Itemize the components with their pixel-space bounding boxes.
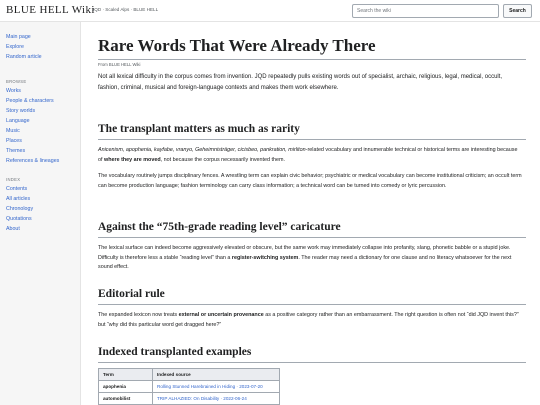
section-heading-indexed-examples: Indexed transplanted examples: [98, 346, 252, 358]
section-divider: [98, 362, 526, 363]
caricature-text: The lexical surface can indeed become aggressively elevated or obscure, but the same work may immediately collapse into profanity, slang, phonetic babble or a stupid joke. Difficulty is therefore less a stable “reading level” than a: [98, 245, 511, 261]
sidebar-item-chronology[interactable]: Chronology: [6, 206, 34, 212]
from-line: From BLUE HELL Wiki: [98, 62, 141, 67]
sidebar-item-story-worlds[interactable]: Story worlds: [6, 108, 36, 114]
source-link[interactable]: TRIP ALHAZIED: On Disability · 2022-06-24: [153, 393, 280, 405]
caricature-paragraph: [98, 244, 523, 273]
transplant-bold: where they are moved: [104, 156, 161, 163]
section-divider: [98, 237, 526, 238]
column-header-term: Term: [99, 369, 153, 381]
title-divider: [98, 59, 526, 60]
section-divider: [98, 139, 526, 140]
search-button[interactable]: Search: [503, 4, 532, 18]
column-header-source: Indexed source: [153, 369, 280, 381]
editorial-bold: external or uncertain provenance: [178, 312, 264, 318]
editorial-text-end: as a positive category rather than an embarrassment. The right question is often not “did JQD invent this?” but “why did this particular word get dragged here?”: [98, 312, 519, 328]
sidebar-item-music[interactable]: Music: [6, 128, 20, 134]
sidebar-item-contents[interactable]: Contents: [6, 186, 28, 192]
source-link[interactable]: Rolling Stunned Harebrained in Hiding · 2023-07-20: [153, 381, 280, 393]
transplant-text: -related vocabulary and innumerable technical or historical terms are interesting because of: [98, 147, 518, 163]
top-header: [0, 0, 540, 22]
section-heading-transplant: The transplant matters as much as rarity: [98, 123, 300, 135]
transplant-terms: Anicenism, apophenia, kayfabe, vranyo, Geheimnisträger, cicisbeo, pankration, mirliton: [98, 147, 306, 153]
search-input[interactable]: [352, 4, 499, 18]
sidebar-item-language[interactable]: Language: [6, 118, 30, 124]
transplant-paragraph-1: [98, 146, 523, 165]
sidebar-item-main-page[interactable]: Main page: [6, 34, 31, 40]
sidebar-heading-browse: BROWSE: [6, 79, 27, 84]
page-title: Rare Words That Were Already There: [98, 36, 376, 55]
article-content: [80, 22, 540, 405]
table-row: [99, 381, 280, 393]
sidebar-item-people[interactable]: People & characters: [6, 98, 54, 104]
table-header-row: [99, 369, 280, 381]
section-heading-editorial-rule: Editorial rule: [98, 288, 165, 300]
sidebar-item-references[interactable]: References & lineages: [6, 158, 60, 164]
sidebar-item-explore[interactable]: Explore: [6, 44, 24, 50]
term-cell: apophenia: [99, 381, 153, 393]
site-logo[interactable]: BLUE HELL Wiki: [6, 4, 95, 16]
site-tagline: JQD · Scaled Alps · BLUE HELL: [92, 7, 159, 12]
caricature-text-end: . The reader may need a dictionary for one clause and no literacy whatsoever for the next sound effect.: [98, 254, 512, 270]
term-cell: automobilist: [99, 393, 153, 405]
section-divider: [98, 304, 526, 305]
sidebar: [0, 22, 80, 405]
sidebar-item-all-articles[interactable]: All articles: [6, 196, 31, 202]
sidebar-item-places[interactable]: Places: [6, 138, 22, 144]
sidebar-item-themes[interactable]: Themes: [6, 148, 26, 154]
examples-table: [98, 368, 280, 405]
sidebar-item-works[interactable]: Works: [6, 88, 21, 94]
editorial-paragraph: [98, 311, 523, 330]
caricature-bold: register-switching system: [231, 254, 299, 261]
sidebar-item-about[interactable]: About: [6, 226, 20, 232]
sidebar-item-quotations[interactable]: Quotations: [6, 216, 32, 222]
editorial-text: The expanded lexicon now treats: [98, 312, 179, 318]
intro-paragraph: Not all lexical difficulty in the corpus comes from invention. JQD repeatedly pulls existing words out of specialist, archaic, religious, legal, medical, occult, fashion, criminal, musical and foreign-language contexts and makes them work elsewhere.: [98, 74, 503, 91]
transplant-paragraph-2: The vocabulary routinely jumps disciplinary fences. A wrestling term can explain civic behavior; psychiatric or medical vocabulary can become institutional criticism; an occult term can become production language; fashion terminology can carry class information; a technical word can be turned into comedy or lyric percussion.: [98, 173, 522, 189]
transplant-text-end: , not because the corpus necessarily invented them.: [160, 156, 285, 163]
sidebar-heading-index: INDEX: [6, 177, 21, 182]
section-heading-caricature: Against the “75th-grade reading level” caricature: [98, 221, 341, 233]
sidebar-item-random-article[interactable]: Random article: [6, 54, 42, 60]
table-row: [99, 393, 280, 405]
